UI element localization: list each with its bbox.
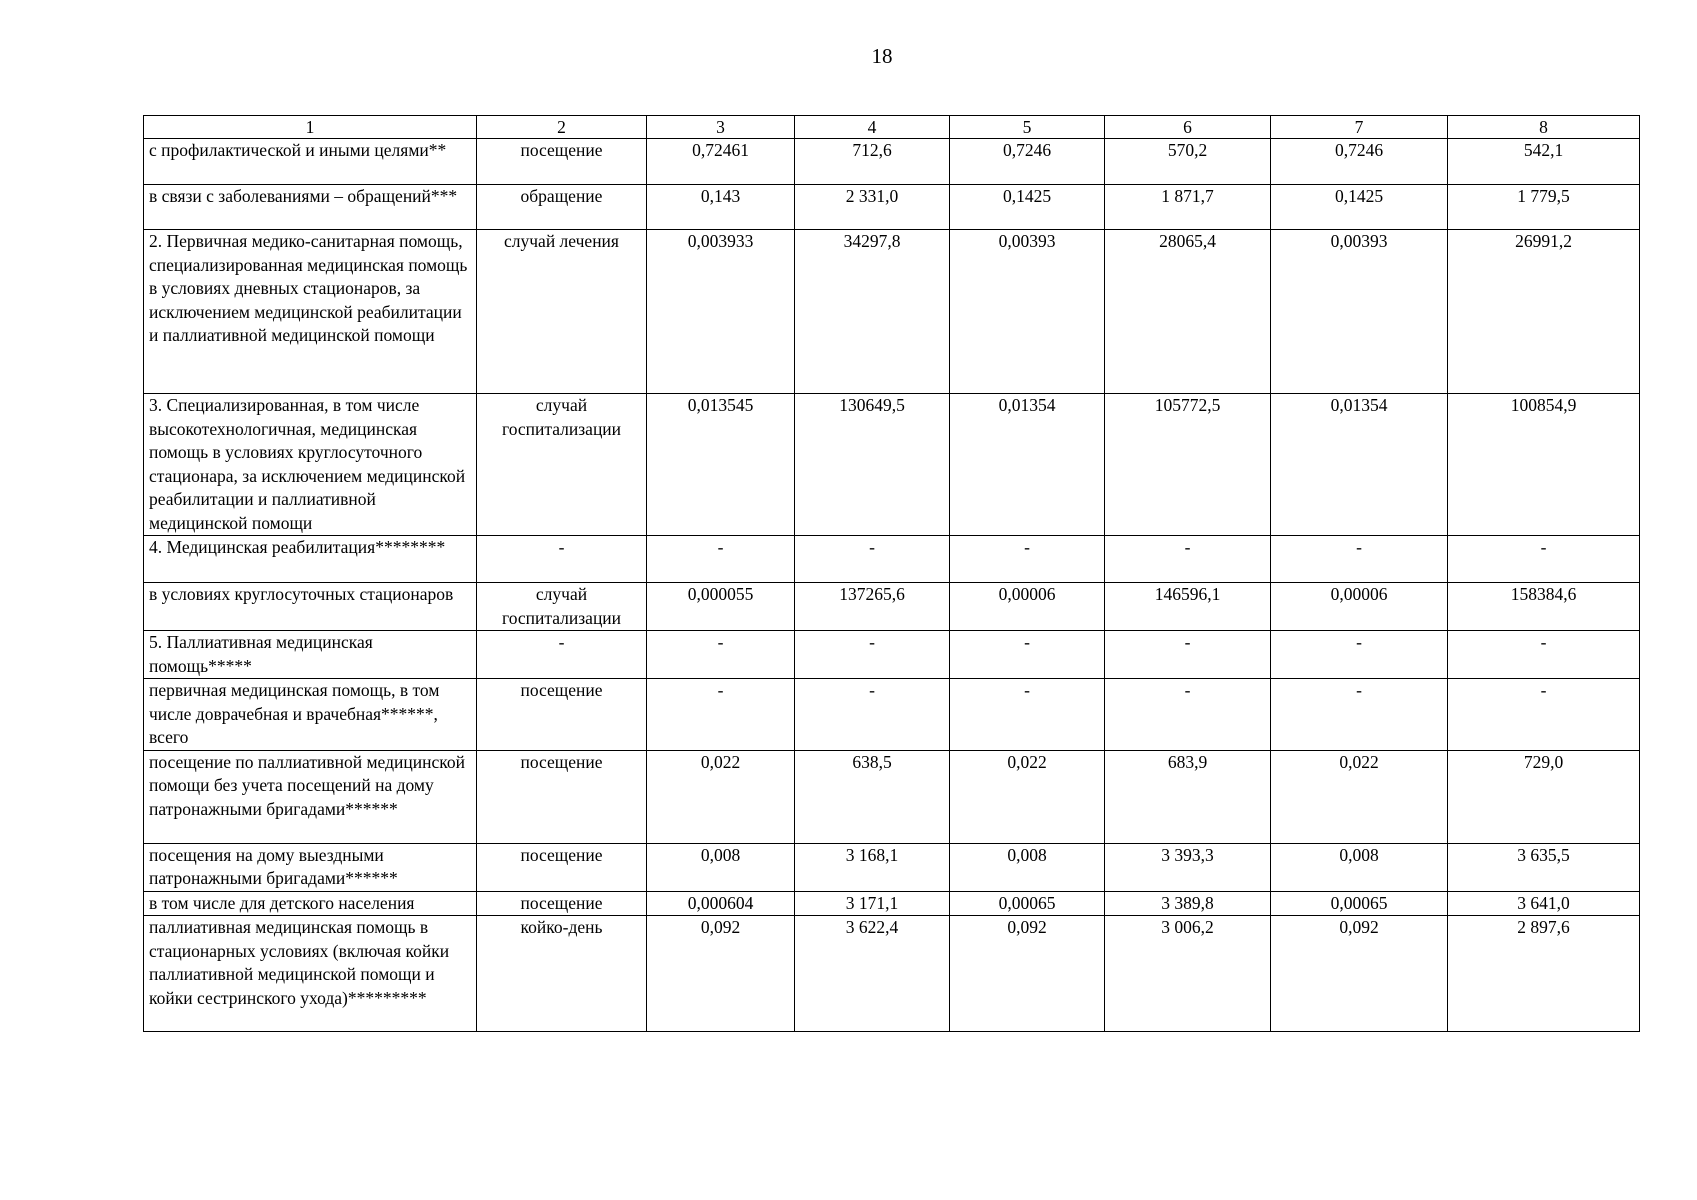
table-cell: 2 331,0	[795, 185, 950, 230]
row-label-cell: 4. Медицинская реабилитация********	[144, 536, 477, 583]
row-label-cell: в условиях круглосуточных стационаров	[144, 583, 477, 631]
table-cell: -	[950, 631, 1105, 679]
table-cell: 1 871,7	[1105, 185, 1271, 230]
table-cell: 0,022	[950, 750, 1105, 843]
table-cell: 3 622,4	[795, 916, 950, 1032]
table-row	[144, 750, 1640, 843]
table-cell: посещение	[477, 843, 647, 891]
table-cell: 712,6	[795, 139, 950, 185]
table-cell: 0,1425	[950, 185, 1105, 230]
row-label-cell: посещения на дому выездными патронажными бригадами******	[144, 843, 477, 891]
column-header: 1	[144, 116, 477, 139]
row-label-cell: посещение по паллиативной медицинской помощи без учета посещений на дому патронажными бригадами******	[144, 750, 477, 843]
table-cell: -	[1105, 679, 1271, 751]
table-cell: 1 779,5	[1448, 185, 1640, 230]
table-cell: 0,00006	[950, 583, 1105, 631]
table-cell: -	[1448, 536, 1640, 583]
table-cell: -	[1271, 631, 1448, 679]
table-cell: -	[1105, 536, 1271, 583]
table-cell: 0,008	[647, 843, 795, 891]
table-cell: 28065,4	[1105, 230, 1271, 394]
row-label-cell: в связи с заболеваниями – обращений***	[144, 185, 477, 230]
table-row	[144, 631, 1640, 679]
table-cell: 0,01354	[950, 394, 1105, 536]
table-cell: 3 171,1	[795, 891, 950, 916]
table-cell: 3 006,2	[1105, 916, 1271, 1032]
row-label-cell: с профилактической и иными целями**	[144, 139, 477, 185]
table-cell: 0,022	[647, 750, 795, 843]
table-row	[144, 185, 1640, 230]
table-cell: 0,00065	[950, 891, 1105, 916]
table-cell: -	[950, 536, 1105, 583]
table-cell: 0,008	[1271, 843, 1448, 891]
column-header: 6	[1105, 116, 1271, 139]
data-table	[143, 115, 1640, 1032]
table-cell: 0,000604	[647, 891, 795, 916]
table-cell: 34297,8	[795, 230, 950, 394]
table-cell: койко-день	[477, 916, 647, 1032]
table-cell: -	[647, 679, 795, 751]
table-cell: 0,00393	[950, 230, 1105, 394]
table-cell: 683,9	[1105, 750, 1271, 843]
table-cell: 105772,5	[1105, 394, 1271, 536]
table-cell: 3 389,8	[1105, 891, 1271, 916]
table-cell: 0,7246	[1271, 139, 1448, 185]
table-cell: 0,000055	[647, 583, 795, 631]
column-header: 5	[950, 116, 1105, 139]
table-row	[144, 843, 1640, 891]
table-cell: 100854,9	[1448, 394, 1640, 536]
table-cell: -	[1448, 679, 1640, 751]
table-cell: 3 641,0	[1448, 891, 1640, 916]
table-cell: 26991,2	[1448, 230, 1640, 394]
table-row	[144, 679, 1640, 751]
row-label-cell: первичная медицинская помощь, в том числе доврачебная и врачебная******, всего	[144, 679, 477, 751]
table-cell: 542,1	[1448, 139, 1640, 185]
table-cell: 0,003933	[647, 230, 795, 394]
table-cell: случай лечения	[477, 230, 647, 394]
table-cell: посещение	[477, 750, 647, 843]
table-cell: -	[1271, 536, 1448, 583]
table-cell: -	[647, 631, 795, 679]
table-cell: 158384,6	[1448, 583, 1640, 631]
table-row	[144, 916, 1640, 1032]
table-cell: 130649,5	[795, 394, 950, 536]
column-header: 2	[477, 116, 647, 139]
header-row	[144, 116, 1640, 139]
table-cell: посещение	[477, 679, 647, 751]
table-cell: 0,00393	[1271, 230, 1448, 394]
column-header: 8	[1448, 116, 1640, 139]
table-cell: 0,008	[950, 843, 1105, 891]
row-label-cell: в том числе для детского населения	[144, 891, 477, 916]
table-cell: 570,2	[1105, 139, 1271, 185]
table-cell: посещение	[477, 891, 647, 916]
row-label-cell: 3. Специализированная, в том числе высокотехнологичная, медицинская помощь в условиях круглосуточного стационара, за исключением медицинской реабилитации и паллиативной медицинской помощи	[144, 394, 477, 536]
table-cell: -	[1271, 679, 1448, 751]
table-row	[144, 536, 1640, 583]
table-cell: 0,022	[1271, 750, 1448, 843]
table-cell: 729,0	[1448, 750, 1640, 843]
row-label-cell: 2. Первичная медико-санитарная помощь, специализированная медицинская помощь в условиях дневных стационаров, за исключением медицинской реабилитации и паллиативной медицинской помощи	[144, 230, 477, 394]
table-cell: 3 635,5	[1448, 843, 1640, 891]
table-cell: 638,5	[795, 750, 950, 843]
table-cell: обращение	[477, 185, 647, 230]
table-cell: 146596,1	[1105, 583, 1271, 631]
table-cell: -	[477, 536, 647, 583]
table-cell: -	[795, 679, 950, 751]
column-header: 3	[647, 116, 795, 139]
table-cell: 0,143	[647, 185, 795, 230]
table-cell: 0,092	[1271, 916, 1448, 1032]
table-cell: -	[950, 679, 1105, 751]
table-cell: 3 168,1	[795, 843, 950, 891]
column-header: 4	[795, 116, 950, 139]
table-cell: 0,7246	[950, 139, 1105, 185]
column-header: 7	[1271, 116, 1448, 139]
table-cell: 0,092	[647, 916, 795, 1032]
table-cell: -	[795, 536, 950, 583]
table-cell: 0,092	[950, 916, 1105, 1032]
page-number: 18	[871, 44, 893, 68]
table-cell: 0,00065	[1271, 891, 1448, 916]
table-cell: 0,01354	[1271, 394, 1448, 536]
table-cell: -	[1448, 631, 1640, 679]
table-row	[144, 139, 1640, 185]
table-cell: посещение	[477, 139, 647, 185]
row-label-cell: 5. Паллиативная медицинская помощь*****	[144, 631, 477, 679]
table-body	[144, 139, 1640, 1032]
table-row	[144, 394, 1640, 536]
table-cell: 0,013545	[647, 394, 795, 536]
row-label-cell: паллиативная медицинская помощь в стационарных условиях (включая койки паллиативной медицинской помощи и койки сестринского ухода)*********	[144, 916, 477, 1032]
table-row	[144, 583, 1640, 631]
table-cell: -	[795, 631, 950, 679]
table-cell: случай госпитализации	[477, 394, 647, 536]
table-cell: -	[647, 536, 795, 583]
table-cell: 137265,6	[795, 583, 950, 631]
table-cell: 2 897,6	[1448, 916, 1640, 1032]
table-cell: -	[477, 631, 647, 679]
table-cell: 0,72461	[647, 139, 795, 185]
table-cell: 3 393,3	[1105, 843, 1271, 891]
table-row	[144, 230, 1640, 394]
table-cell: случай госпитализации	[477, 583, 647, 631]
table-row	[144, 891, 1640, 916]
table-cell: 0,1425	[1271, 185, 1448, 230]
table-cell: 0,00006	[1271, 583, 1448, 631]
table-cell: -	[1105, 631, 1271, 679]
